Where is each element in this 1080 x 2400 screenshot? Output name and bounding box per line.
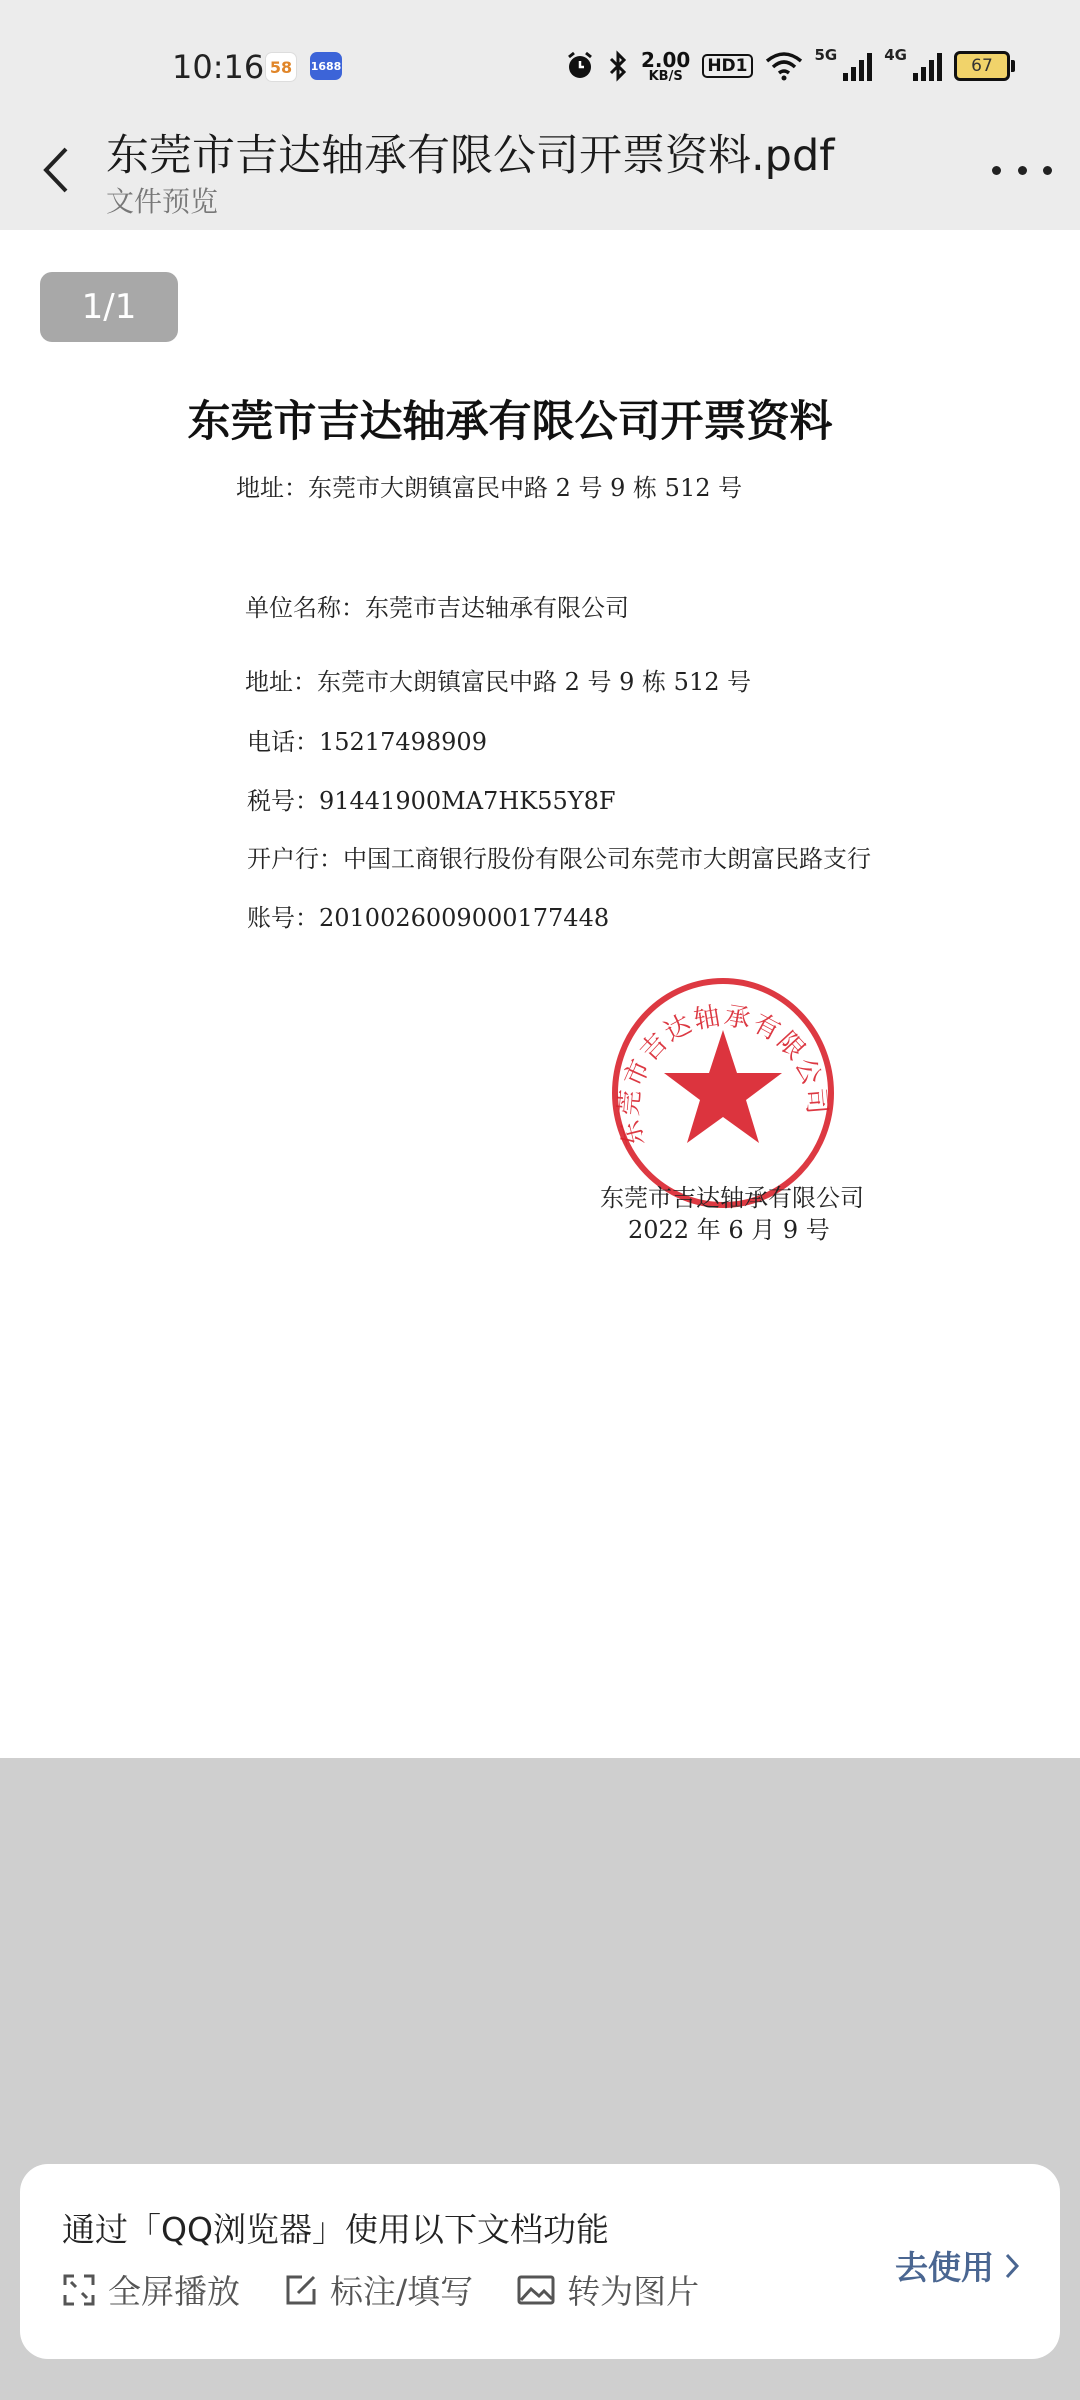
network-speed-value: 2.00: [640, 47, 691, 72]
signal-5g-icon: [843, 51, 872, 81]
bank-line: 开户行：中国工商银行股份有限公司东莞市大朗富民路支行: [247, 845, 871, 873]
document-title: 东莞市吉达轴承有限公司开票资料: [187, 397, 833, 447]
fullscreen-icon: [62, 2273, 96, 2307]
feature-annotate[interactable]: [284, 2266, 473, 2313]
chevron-right-icon: [1004, 2252, 1020, 2280]
wifi-icon: [765, 51, 803, 81]
hd-volte-icon: HD1: [702, 54, 752, 78]
more-dot-icon: [1018, 166, 1027, 175]
network-speed-unit: KB/S: [648, 68, 683, 84]
more-options-button[interactable]: [992, 155, 1052, 185]
promo-text: 通过「QQ浏览器」使用以下文档功能: [62, 2210, 609, 2249]
account-line: 账号：2010026009000177448: [247, 904, 610, 932]
seal-text: 东莞市吉达轴承有限公司: [614, 1001, 832, 1150]
feature-fullscreen-label: 全屏播放: [108, 2272, 240, 2311]
status-icons: [565, 46, 1010, 86]
image-icon: [517, 2274, 555, 2306]
pdf-page[interactable]: [0, 230, 1080, 1758]
status-bar: [0, 0, 1080, 110]
qq-browser-promo-card: [20, 2164, 1060, 2359]
edit-icon: [284, 2273, 318, 2307]
bluetooth-icon: [607, 50, 629, 82]
chevron-left-icon: [40, 145, 70, 195]
page-indicator: 1/1: [40, 272, 178, 342]
network-4g-label: 4G: [884, 46, 907, 64]
feature-to-image-label: 转为图片: [567, 2272, 700, 2311]
signal-4g-icon: [913, 51, 942, 81]
signature-date: 2022 年 6 月 9 号: [628, 1216, 830, 1244]
network-speed: [640, 47, 691, 84]
app-1688-icon: 1688: [310, 52, 342, 80]
network-5g-label: 5G: [814, 46, 838, 64]
document-header-address: 地址：东莞市大朗镇富民中路 2 号 9 栋 512 号: [236, 474, 743, 502]
phone-line: 电话：15217498909: [247, 728, 487, 756]
alarm-icon: [565, 51, 595, 81]
app-header: [0, 110, 1080, 230]
file-subtitle: 文件预览: [106, 185, 219, 218]
go-use-button[interactable]: [895, 2242, 1020, 2289]
feature-annotate-label: 标注/填写: [330, 2272, 474, 2311]
address-line: 地址：东莞市大朗镇富民中路 2 号 9 栋 512 号: [245, 668, 752, 696]
file-title: 东莞市吉达轴承有限公司开票资料.pdf: [106, 131, 835, 181]
more-dot-icon: [1043, 166, 1052, 175]
company-name-line: 单位名称：东莞市吉达轴承有限公司: [245, 594, 629, 622]
battery-icon: 67: [954, 51, 1010, 81]
app-58-icon: 58: [265, 52, 297, 82]
signature-company: 东莞市吉达轴承有限公司: [600, 1184, 864, 1212]
status-time: 10:16: [172, 48, 265, 86]
feature-to-image[interactable]: [517, 2266, 699, 2313]
back-button[interactable]: [30, 140, 80, 200]
feature-list: [62, 2266, 699, 2313]
feature-fullscreen[interactable]: [62, 2266, 240, 2313]
go-use-label: 去使用: [895, 2248, 994, 2287]
more-dot-icon: [992, 166, 1001, 175]
tax-id-line: 税号：91441900MA7HK55Y8F: [247, 787, 616, 815]
